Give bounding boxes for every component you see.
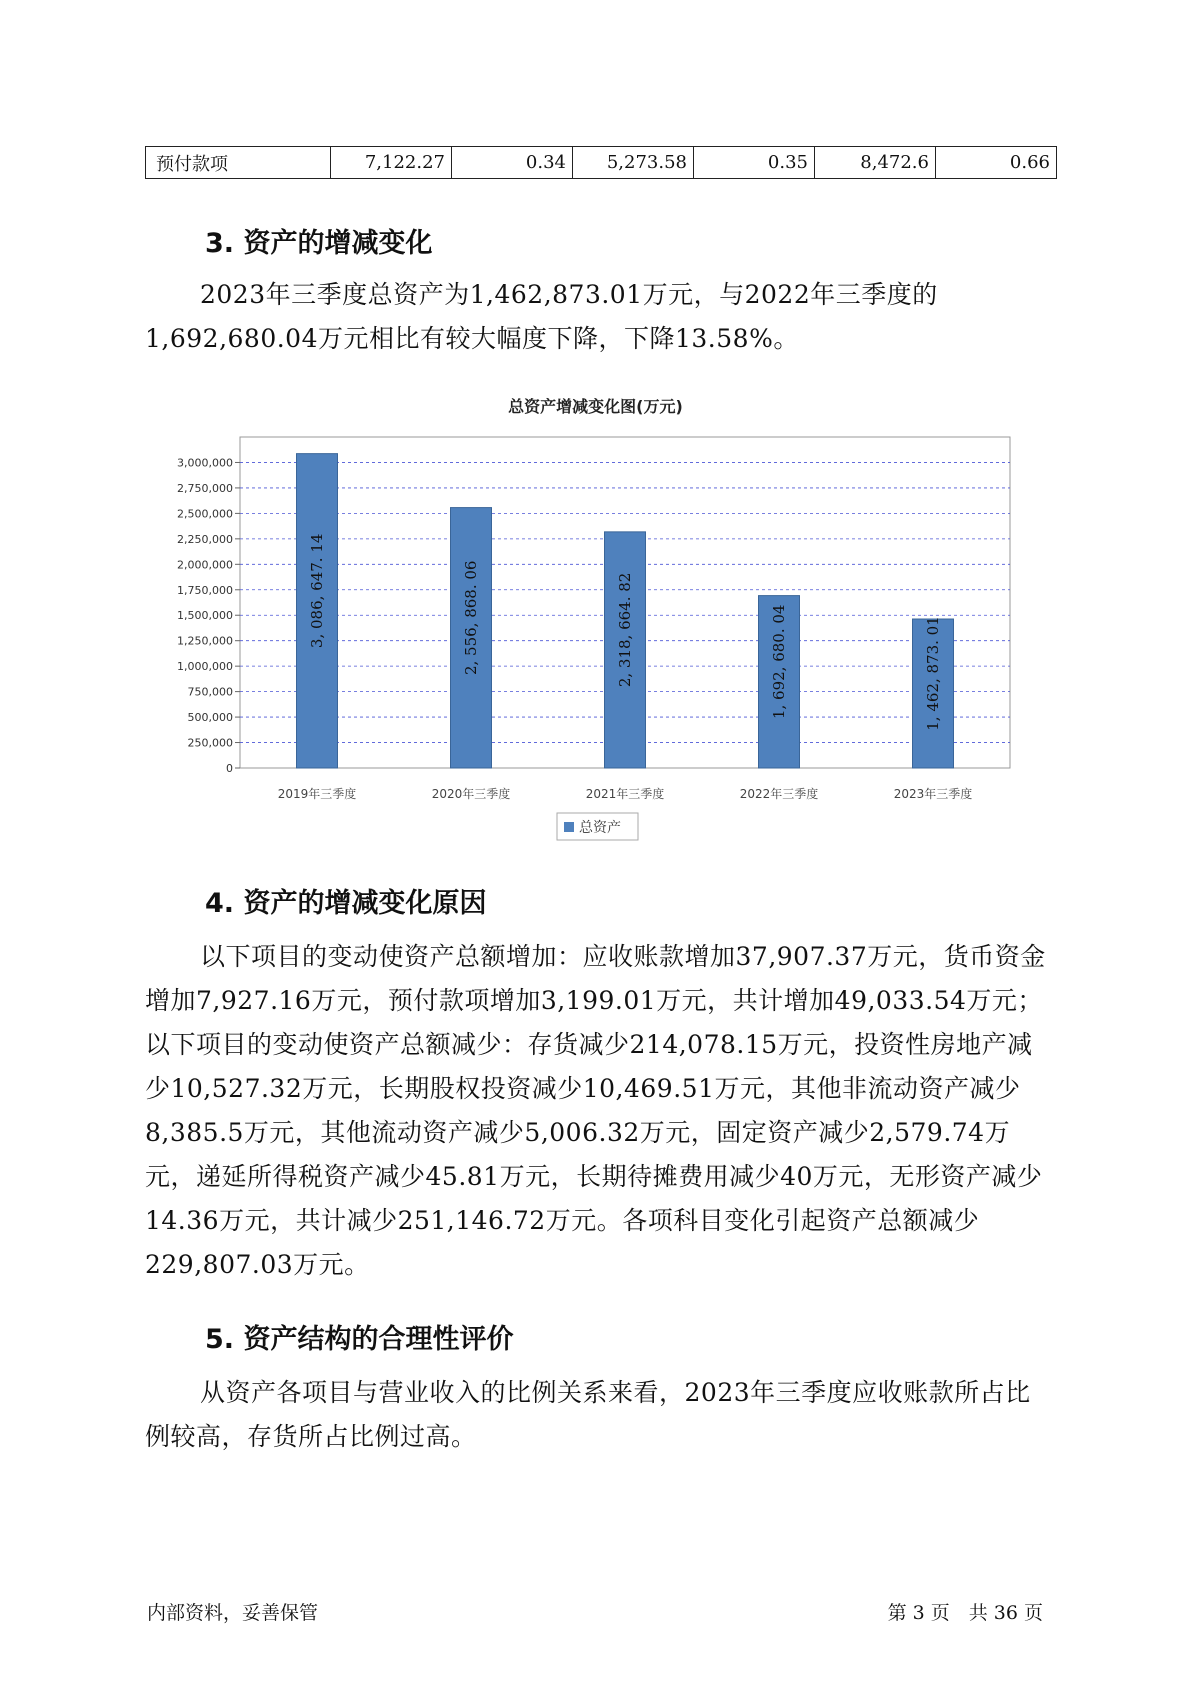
y-tick-label: 3,000,000 bbox=[177, 456, 233, 470]
y-tick-label: 250,000 bbox=[187, 736, 233, 750]
section-4-title: 4. 资产的增减变化原因 bbox=[205, 888, 487, 919]
bar-value-label: 2, 556, 868. 06 bbox=[462, 560, 480, 676]
bar-value-label: 1, 462, 873. 01 bbox=[924, 616, 942, 731]
table-cell: 8,472.6 bbox=[815, 147, 936, 179]
y-tick-label: 1,500,000 bbox=[177, 609, 233, 623]
x-tick-label: 2021年三季度 bbox=[585, 787, 665, 801]
x-tick-label: 2022年三季度 bbox=[739, 787, 819, 801]
y-tick-label: 2,750,000 bbox=[177, 481, 233, 495]
x-tick-label: 2019年三季度 bbox=[277, 787, 357, 801]
footer-page-number: 第 3 页 共 36 页 bbox=[887, 1602, 1043, 1624]
y-tick-label: 0 bbox=[226, 762, 233, 775]
y-tick-label: 1,750,000 bbox=[177, 583, 233, 597]
section-5-title: 5. 资产结构的合理性评价 bbox=[205, 1324, 514, 1355]
y-tick-label: 1,250,000 bbox=[177, 634, 233, 648]
y-tick-label: 750,000 bbox=[187, 685, 233, 699]
section-3-title: 3. 资产的增减变化 bbox=[205, 228, 433, 259]
table-cell: 7,122.27 bbox=[331, 147, 452, 179]
footer-confidential-note: 内部资料，妥善保管 bbox=[147, 1602, 319, 1624]
bar-value-label: 2, 318, 664. 82 bbox=[616, 572, 634, 688]
bar-value-label: 1, 692, 680. 04 bbox=[770, 604, 788, 720]
y-tick-label: 1,000,000 bbox=[177, 660, 233, 674]
bar-value-label: 3, 086, 647. 14 bbox=[308, 533, 326, 649]
legend-label: 总资产 bbox=[579, 820, 621, 836]
row-label: 预付款项 bbox=[146, 147, 331, 179]
table-cell: 0.34 bbox=[452, 147, 573, 179]
section-5-body: 从资产各项目与营业收入的比例关系来看，2023年三季度应收账款所占比例较高，存货所占比例过高。 bbox=[145, 1378, 1031, 1451]
y-tick-label: 2,500,000 bbox=[177, 507, 233, 521]
table-cell: 5,273.58 bbox=[573, 147, 694, 179]
y-tick-label: 2,250,000 bbox=[177, 532, 233, 546]
x-tick-label: 2020年三季度 bbox=[431, 787, 511, 801]
y-tick-label: 2,000,000 bbox=[177, 558, 233, 572]
table-cell: 0.35 bbox=[694, 147, 815, 179]
legend-swatch bbox=[564, 822, 574, 832]
y-tick-label: 500,000 bbox=[187, 711, 233, 725]
chart-title: 总资产增减变化图(万元) bbox=[508, 397, 683, 416]
table-cell: 0.66 bbox=[936, 147, 1057, 179]
x-tick-label: 2023年三季度 bbox=[893, 787, 973, 801]
section-4-body: 以下项目的变动使资产总额增加：应收账款增加37,907.37万元，货币资金增加7,927.16万元，预付款项增加3,199.01万元，共计增加49,033.54万元；以下项目的变动使资产总额减少：存货减少214,078.15万元，投资性房地产减少10,527.32万元，长期股权投资减少10,469.51万元，其他非流动资产减少8,385.5万元，其他流动资产减少5,006.32万元，固定资产减少2,579.74万元，递延所得税资产减少45.81万元，长期待摊费用减少40万元，无形资产减少14.36万元，共计减少251,146.72万元。各项科目变化引起资产总额减少229,807.03万元。 bbox=[145, 942, 1046, 1279]
section-3-body: 2023年三季度总资产为1,462,873.01万元，与2022年三季度的1,692,680.04万元相比有较大幅度下降，下降13.58%。 bbox=[145, 280, 938, 353]
